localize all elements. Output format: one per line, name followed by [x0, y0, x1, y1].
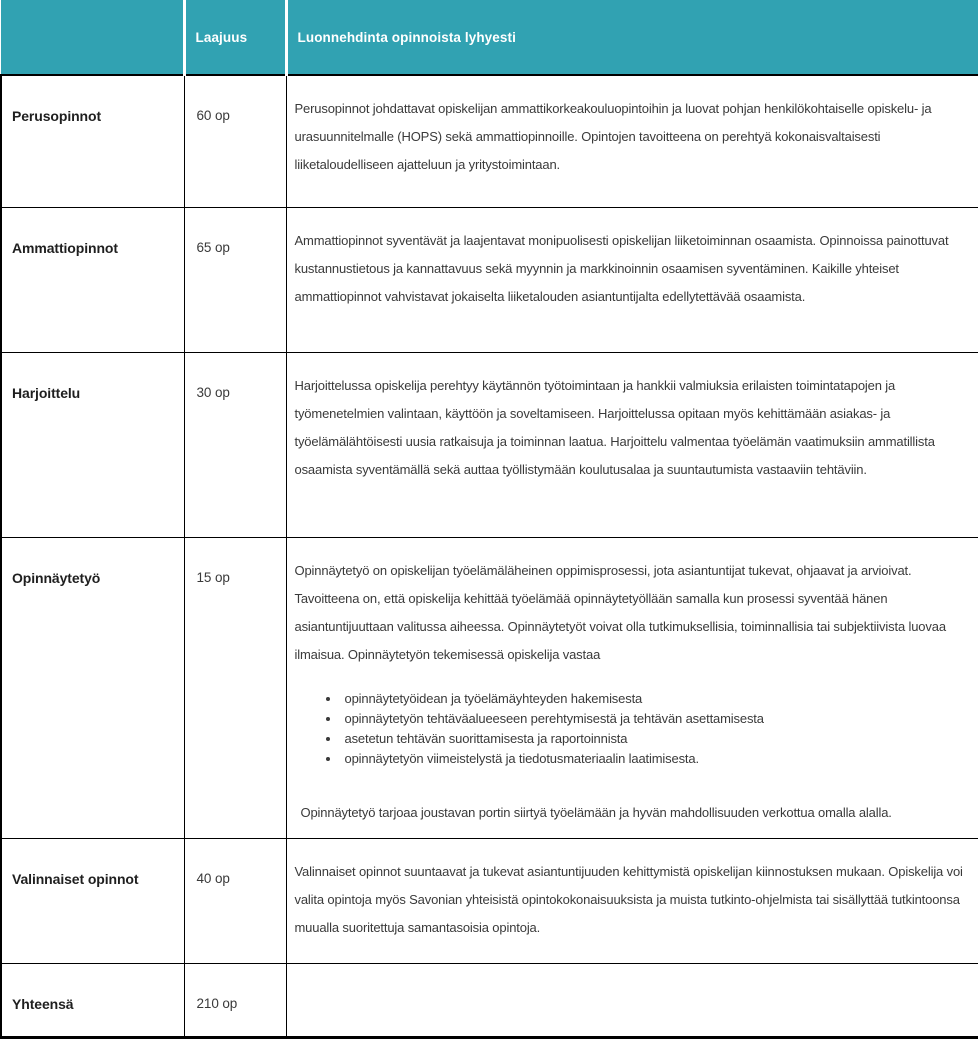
- credits-cell: 40 op: [184, 838, 286, 963]
- header-cell-empty: [1, 0, 184, 75]
- table-body: [1, 75, 978, 1037]
- description-closing-text: Opinnäytetyö tarjoaa joustavan portin siirtyä työelämään ja hyvän mahdollisuuden verkottua omalla alalla.: [300, 804, 892, 820]
- credits-cell: 15 op: [184, 537, 286, 838]
- header-cell-luonnehdinta: Luonnehdinta opinnoista lyhyesti: [286, 0, 978, 75]
- list-item: • asetetun tehtävän suorittamisesta ja raportoinnista: [341, 729, 971, 749]
- description-cell: [286, 537, 978, 838]
- description-text: Ammattiopinnot syventävät ja laajentavat monipuolisesti opiskelijan liiketoiminnan osaamista. Opinnoissa painottuvat kustannustietous ja kannattavuus sekä myynnin ja markkinoinnin osaamisen syventäminen. Kaikille yhteiset ammattiopinnot vahvistavat jokaiselta liiketalouden asiantuntijalta edellytettävää osaamista.: [294, 232, 949, 304]
- header-row: [1, 0, 978, 75]
- list-item: • opinnäytetyöidean ja työelämäyhteyden hakemisesta: [341, 689, 971, 709]
- description-cell: [286, 207, 978, 352]
- category-cell: Harjoittelu: [1, 352, 184, 537]
- list-item: • opinnäytetyön tehtäväalueeseen perehtymisestä ja tehtävän asettamisesta: [341, 709, 971, 729]
- description-cell: [286, 963, 978, 1037]
- description-text: Harjoittelussa opiskelija perehtyy käytännön työtoimintaan ja hankkii valmiuksia erilaisten toimintatapojen ja työmenetelmien valintaan, käyttöön ja soveltamiseen. Harjoittelussa opitaan myös kehittämään asiakas- ja työelämälähtöisesti uusia ratkaisuja ja toiminnan laatua. Harjoittelu valmentaa työelämän vaatimuksiin ammatillista osaamista syventämällä sekä auttaa työllistymään koulutusalaa ja suuntautumista vastaaviin tehtäviin.: [294, 377, 935, 477]
- description-text: Perusopinnot johdattavat opiskelijan ammattikorkeakouluopintoihin ja luovat pohjan henkilökohtaiselle opiskelu- ja urasuunnitelmalle (HOPS) sekä ammattiopinnoille. Opintojen tavoitteena on perehtyä kokonaisvaltaisesti liiketaloudelliseen ajatteluun ja yritystoimintaan.: [294, 101, 932, 172]
- table-row: [1, 75, 978, 207]
- credits-cell: 60 op: [184, 75, 286, 207]
- thesis-task-list: [295, 689, 971, 769]
- credits-cell: 65 op: [184, 207, 286, 352]
- category-cell: Perusopinnot: [1, 75, 184, 207]
- table-row: [1, 352, 978, 537]
- credits-cell: 30 op: [184, 352, 286, 537]
- credits-cell: 210 op: [184, 963, 286, 1037]
- category-cell: Valinnaiset opinnot: [1, 838, 184, 963]
- table-row: [1, 838, 978, 963]
- description-text: Opinnäytetyö on opiskelijan työelämäläheinen oppimisprosessi, jota asiantuntijat tukevat, ohjaavat ja arvioivat. Tavoitteena on, että opiskelija kehittää työelämää opinnäytetyöllään samalla kun prosessi syventää hänen asiantuntijuuttaan valitussa aiheessa. Opinnäytetyöt voivat olla tutkimuksellisia, toiminnallisia tai subjektiivista luovaa ilmaisua. Opinnäytetyön tekemisessä opiskelija vastaa: [294, 562, 946, 662]
- table-row: [1, 537, 978, 838]
- category-cell: Ammattiopinnot: [1, 207, 184, 352]
- category-cell: Yhteensä: [1, 963, 184, 1037]
- header-cell-laajuus: Laajuus: [184, 0, 286, 75]
- table-row: [1, 207, 978, 352]
- table-header: [1, 0, 978, 75]
- description-cell: [286, 352, 978, 537]
- category-cell: Opinnäytetyö: [1, 537, 184, 838]
- table-row: [1, 963, 978, 1037]
- description-cell: [286, 75, 978, 207]
- description-text: Valinnaiset opinnot suuntaavat ja tukevat asiantuntijuuden kehittymistä opiskelijan kiinnostuksen mukaan. Opiskelija voi valita opintoja myös Savonian yhteisistä opintokokonaisuuksista ja muista tutkinto-ohjelmista tai sisällyttää tutkintoonsa muualla suoritettuja samantasoisia opintoja.: [294, 863, 963, 935]
- description-cell: [286, 838, 978, 963]
- list-item: • opinnäytetyön viimeistelystä ja tiedotusmateriaalin laatimisesta.: [341, 749, 971, 769]
